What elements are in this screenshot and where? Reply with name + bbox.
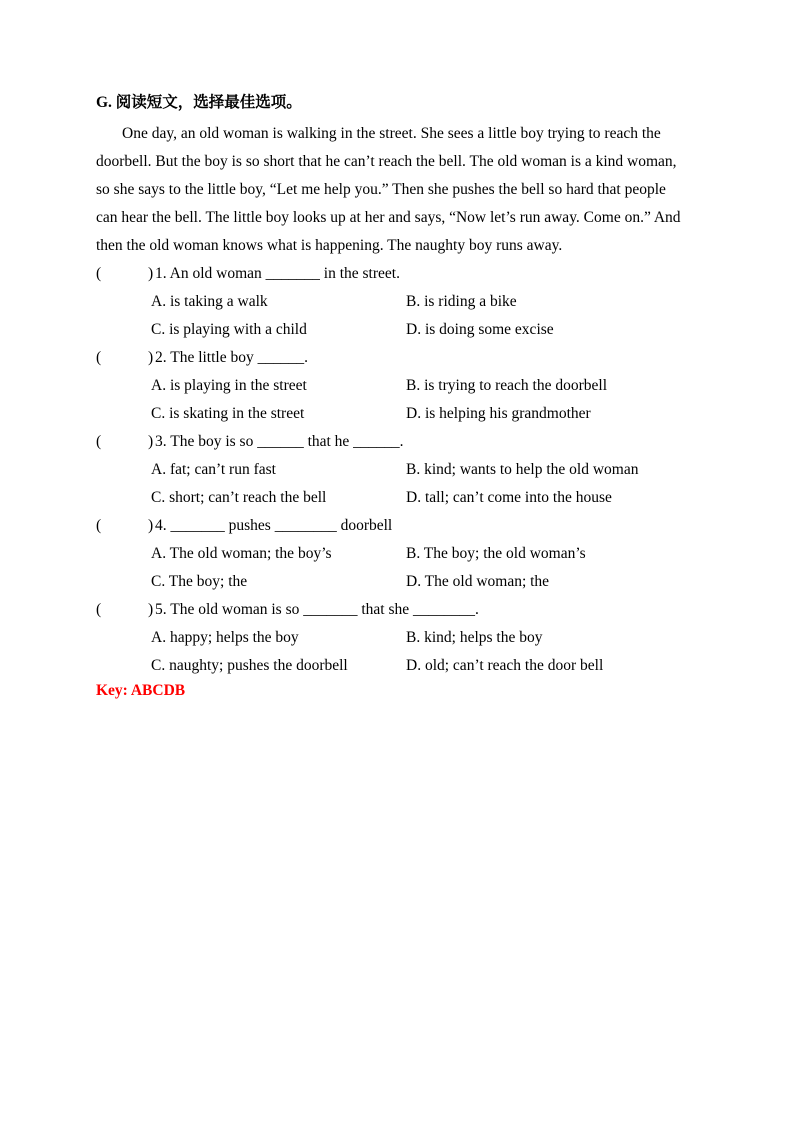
option-a: A. happy; helps the boy bbox=[151, 629, 299, 646]
passage-line: can hear the bell. The little boy looks up at her and says, “Now let’s run away. Come on.” And bbox=[96, 209, 681, 226]
question-3 bbox=[96, 428, 716, 456]
option-d: D. The old woman; the bbox=[406, 573, 550, 590]
options-row bbox=[96, 540, 716, 568]
options-row bbox=[96, 288, 716, 316]
option-d: D. is helping his grandmother bbox=[406, 405, 591, 422]
question-stem: 3. The boy is so ______ that he ______. bbox=[155, 433, 404, 450]
question-list bbox=[96, 260, 716, 680]
question-2 bbox=[96, 344, 716, 372]
answer-blank-close: ) bbox=[148, 265, 154, 282]
option-d: D. is doing some excise bbox=[406, 321, 554, 338]
option-a: A. The old woman; the boy’s bbox=[151, 545, 332, 562]
answer-blank-open: ( bbox=[96, 433, 102, 450]
options-row bbox=[96, 568, 716, 596]
option-c: C. is playing with a child bbox=[151, 321, 307, 338]
passage-line: doorbell. But the boy is so short that he can’t reach the bell. The old woman is a kind woman, bbox=[96, 153, 677, 170]
option-c: C. naughty; pushes the doorbell bbox=[151, 657, 348, 674]
option-b: B. kind; wants to help the old woman bbox=[406, 461, 639, 478]
passage-line: One day, an old woman is walking in the street. She sees a little boy trying to reach the bbox=[122, 125, 661, 142]
section-heading: G. 阅读短文，选择最佳选项。 bbox=[96, 94, 302, 111]
options-row bbox=[96, 372, 716, 400]
answer-blank-open: ( bbox=[96, 349, 102, 366]
option-b: B. kind; helps the boy bbox=[406, 629, 543, 646]
options-row bbox=[96, 624, 716, 652]
answer-blank-close: ) bbox=[148, 433, 154, 450]
answer-blank-close: ) bbox=[148, 349, 154, 366]
option-c: C. The boy; the bbox=[151, 573, 248, 590]
answer-key: Key: ABCDB bbox=[96, 682, 186, 699]
option-b: B. is riding a bike bbox=[406, 293, 517, 310]
option-d: D. tall; can’t come into the house bbox=[406, 489, 612, 506]
option-c: C. is skating in the street bbox=[151, 405, 305, 422]
answer-blank-open: ( bbox=[96, 265, 102, 282]
answer-blank-close: ) bbox=[148, 601, 154, 618]
option-b: B. The boy; the old woman’s bbox=[406, 545, 586, 562]
question-5 bbox=[96, 596, 716, 624]
option-a: A. fat; can’t run fast bbox=[151, 461, 276, 478]
passage-line: so she says to the little boy, “Let me help you.” Then she pushes the bell so hard that people bbox=[96, 181, 666, 198]
question-1 bbox=[96, 260, 716, 288]
option-a: A. is playing in the street bbox=[151, 377, 307, 394]
option-b: B. is trying to reach the doorbell bbox=[406, 377, 608, 394]
option-d: D. old; can’t reach the door bell bbox=[406, 657, 604, 674]
options-row bbox=[96, 316, 716, 344]
answer-blank-open: ( bbox=[96, 601, 102, 618]
answer-blank-open: ( bbox=[96, 517, 102, 534]
options-row bbox=[96, 456, 716, 484]
options-row bbox=[96, 400, 716, 428]
option-c: C. short; can’t reach the bell bbox=[151, 489, 327, 506]
reading-passage bbox=[96, 120, 706, 260]
question-stem: 5. The old woman is so _______ that she ________. bbox=[155, 601, 479, 618]
option-a: A. is taking a walk bbox=[151, 293, 268, 310]
question-stem: 1. An old woman _______ in the street. bbox=[155, 265, 400, 282]
passage-line: then the old woman knows what is happening. The naughty boy runs away. bbox=[96, 237, 563, 254]
question-stem: 2. The little boy ______. bbox=[155, 349, 308, 366]
question-4 bbox=[96, 512, 716, 540]
options-row bbox=[96, 484, 716, 512]
options-row bbox=[96, 652, 716, 680]
question-stem: 4. _______ pushes ________ doorbell bbox=[155, 517, 393, 534]
answer-blank-close: ) bbox=[148, 517, 154, 534]
